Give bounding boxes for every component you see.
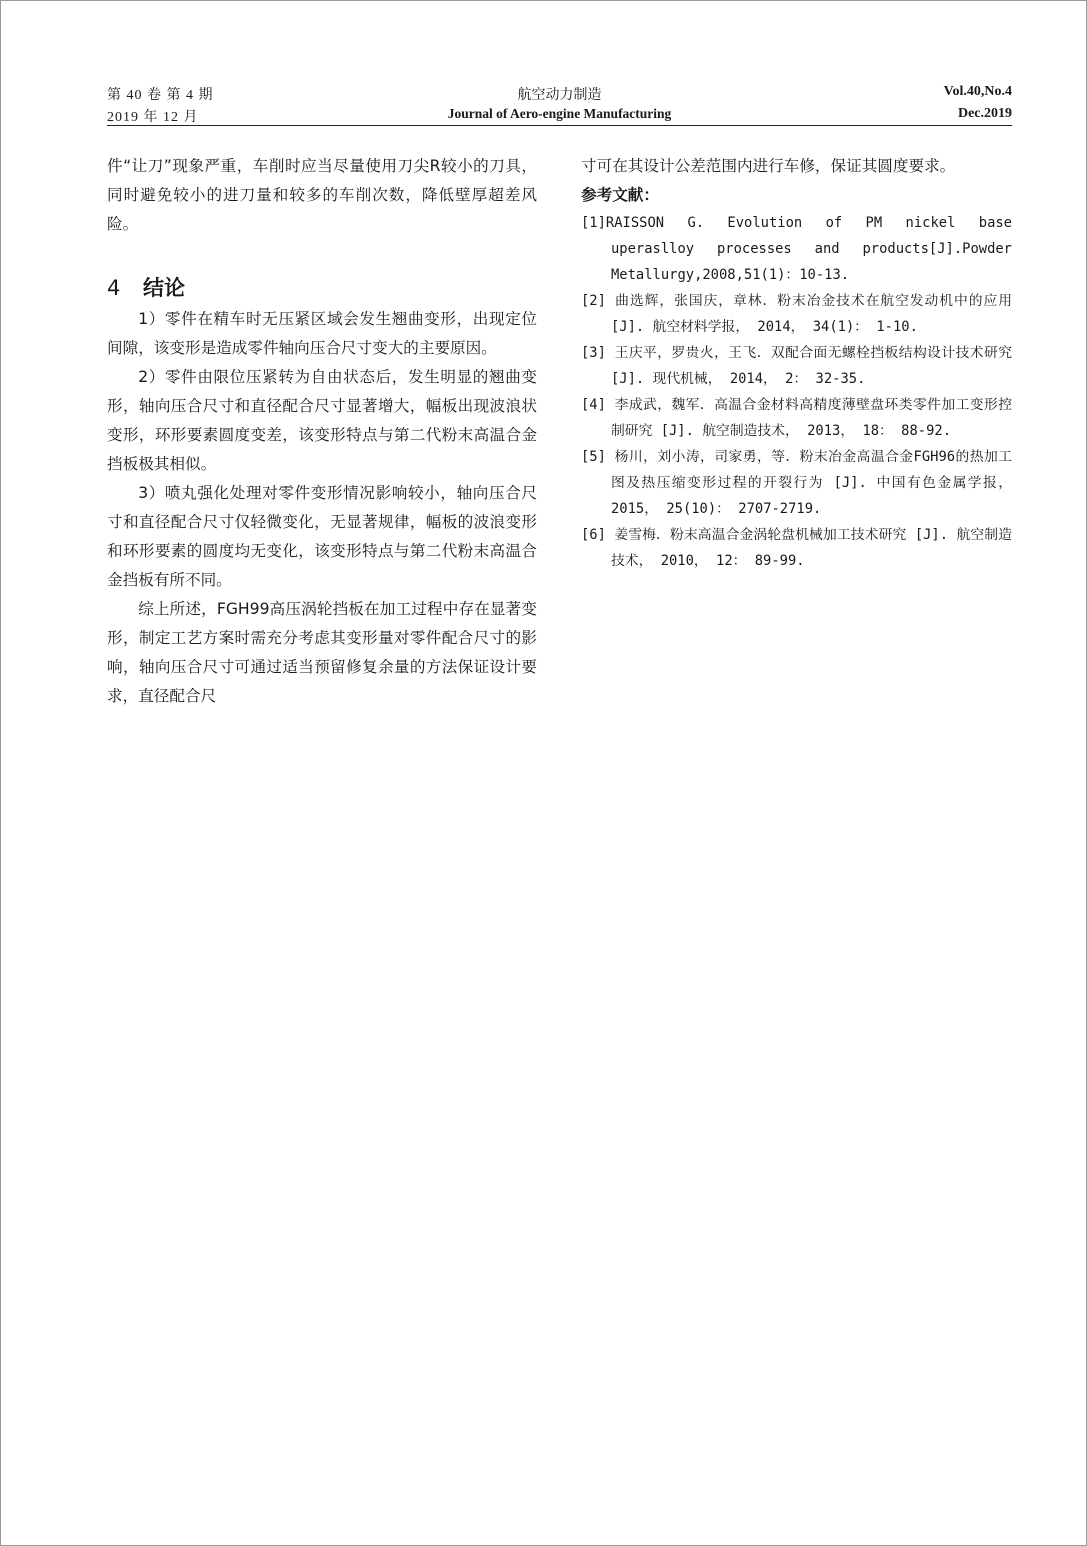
reference-item: [2] 曲选辉，张国庆，章林．粉末冶金技术在航空发动机中的应用 [J]. 航空材料学报， 2014， 34(1)： 1-10. bbox=[581, 293, 1012, 335]
volume-issue-en: Vol.40,No.4 bbox=[943, 84, 1012, 99]
volume-issue-cn: 第 40 卷 第 4 期 bbox=[107, 88, 214, 103]
running-header bbox=[107, 80, 1012, 126]
conclusion-1: 1）零件在精车时无压紧区域会发生翘曲变形，出现定位间隙，该变形是造成零件轴向压合尺寸变大的主要原因。 bbox=[107, 310, 537, 357]
conclusion-3: 3）喷丸强化处理对零件变形情况影响较小，轴向压合尺寸和直径配合尺寸仅轻微变化，无显著规律，幅板的波浪变形和环形要素的圆度均无变化，该变形特点与第二代粉末高温合金挡板有所不同。 bbox=[107, 484, 537, 589]
section-heading bbox=[107, 273, 537, 303]
left-column bbox=[107, 152, 537, 711]
intro-paragraph: 件“让刀”现象严重，车削时应当尽量使用刀尖R较小的刀具，同时避免较小的进刀量和较多的车削次数，降低壁厚超差风险。 bbox=[107, 157, 537, 233]
reference-item: [1]RAISSON G. Evolution of PM nickel base uperaslloy processes and products[J].Powder Metallurgy,2008,51(1)：10-13. bbox=[581, 215, 1012, 283]
continuation-paragraph: 寸可在其设计公差范围内进行车修，保证其圆度要求。 bbox=[581, 157, 956, 175]
reference-item: [4] 李成武，魏军．高温合金材料高精度薄壁盘环类零件加工变形控制研究 [J]. 航空制造技术， 2013， 18： 88-92. bbox=[581, 397, 1012, 439]
right-column bbox=[581, 152, 1012, 574]
header-rule bbox=[107, 125, 1012, 126]
date-cn: 2019 年 12 月 bbox=[107, 110, 199, 125]
reference-item: [6] 姜雪梅．粉末高温合金涡轮盘机械加工技术研究 [J]. 航空制造技术， 2010， 12： 89-99. bbox=[581, 527, 1012, 569]
journal-title-en: Journal of Aero-engine Manufacturing bbox=[447, 106, 672, 121]
references-list bbox=[581, 210, 1012, 574]
journal-title-cn: 航空动力制造 bbox=[517, 88, 602, 103]
section-number: 4 bbox=[107, 276, 121, 300]
section-title: 结论 bbox=[143, 276, 185, 300]
date-en: Dec.2019 bbox=[957, 106, 1012, 121]
references-heading: 参考文献： bbox=[581, 186, 659, 204]
reference-item: [3] 王庆平，罗贵火，王飞．双配合面无螺栓挡板结构设计技术研究 [J]. 现代机械， 2014， 2： 32-35. bbox=[581, 345, 1012, 387]
summary-paragraph: 综上所述，FGH99高压涡轮挡板在加工过程中存在显著变形，制定工艺方案时需充分考虑其变形量对零件配合尺寸的影响，轴向压合尺寸可通过适当预留修复余量的方法保证设计要求，直径配合尺 bbox=[107, 600, 537, 705]
conclusion-2: 2）零件由限位压紧转为自由状态后，发生明显的翘曲变形，轴向压合尺寸和直径配合尺寸显著增大，幅板出现波浪状变形，环形要素圆度变差，该变形特点与第二代粉末高温合金挡板极其相似。 bbox=[107, 368, 537, 473]
reference-item: [5] 杨川，刘小涛，司家勇，等．粉末冶金高温合金FGH96的热加工图及热压缩变形过程的开裂行为 [J]. 中国有色金属学报， 2015， 25(10)： 2707-2719. bbox=[581, 449, 1012, 517]
